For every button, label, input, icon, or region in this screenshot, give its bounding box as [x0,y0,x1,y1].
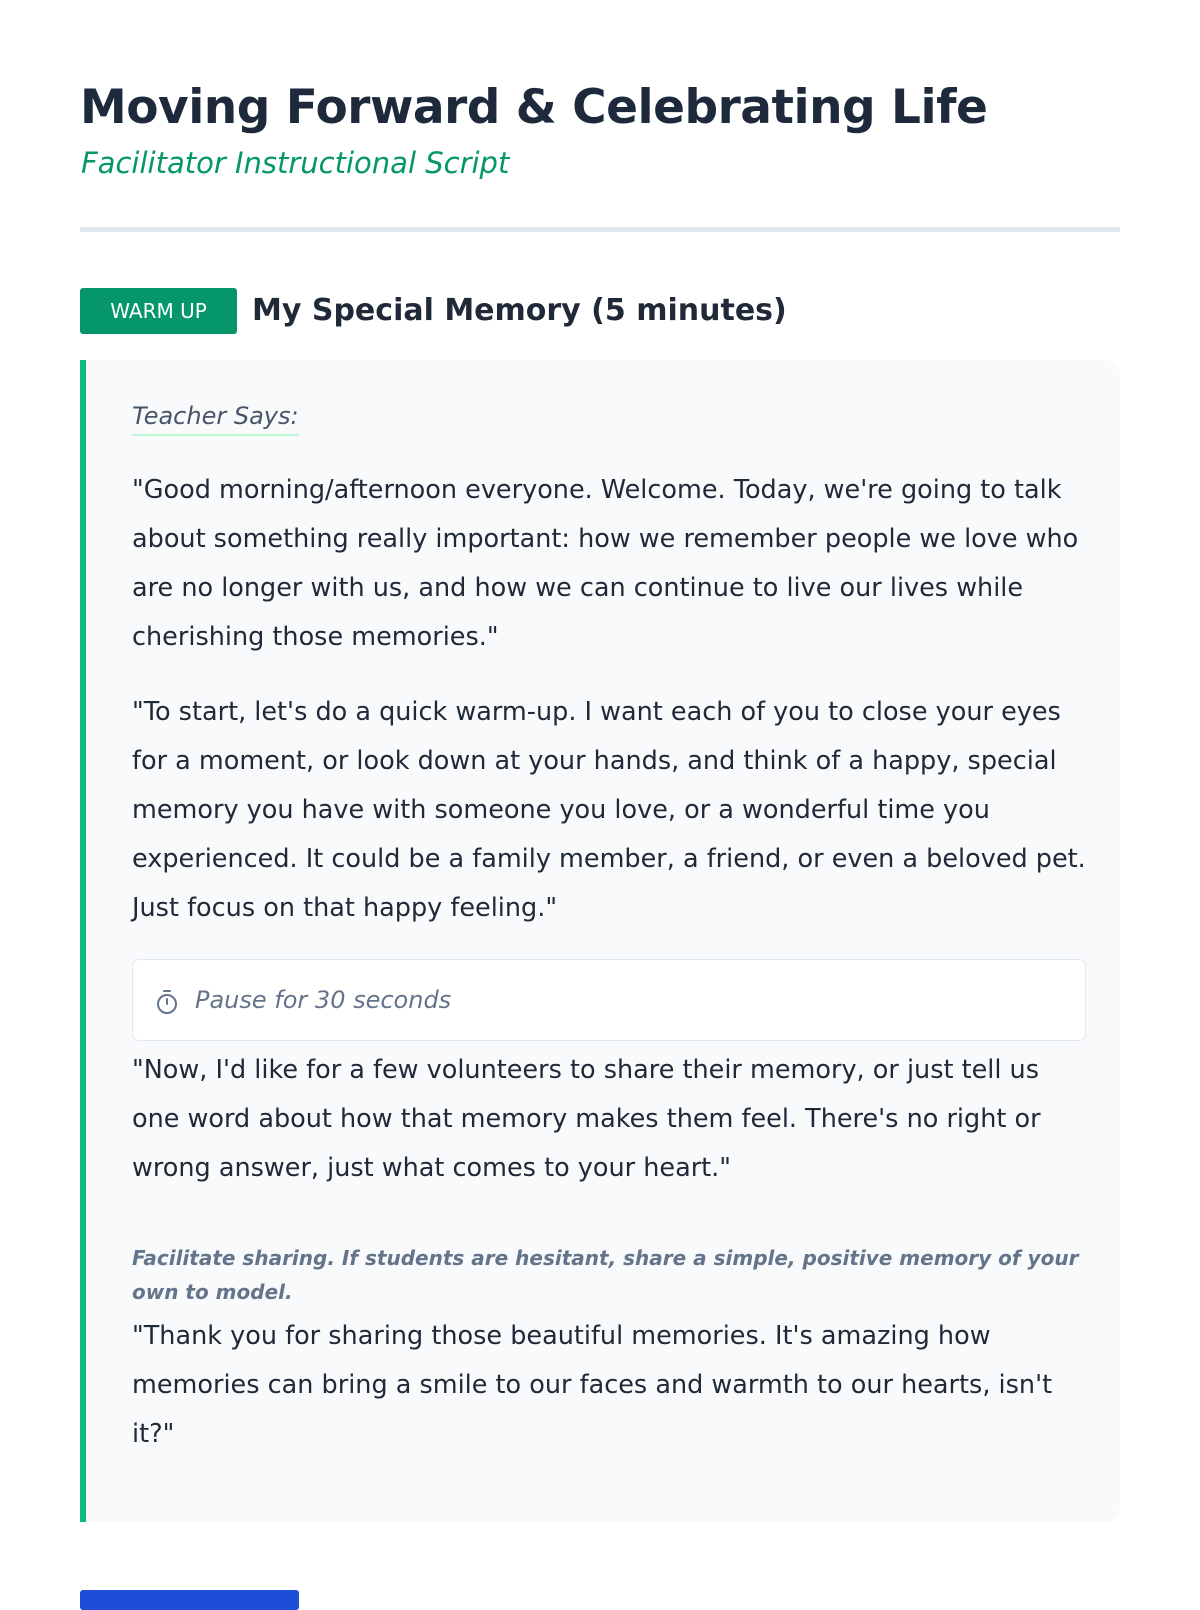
script-paragraph: "Now, I'd like for a few volunteers to share their memory, or just tell us one word about how that memory makes them feel. There's no right or wrong answer, just what comes to your heart." [132,1055,1041,1183]
pause-instruction [132,959,1086,1041]
script-paragraph: "Thank you for sharing those beautiful memories. It's amazing how memories can bring a smile to our faces and warmth to our hearts, isn't it?" [132,1321,1053,1449]
pause-text: Pause for 30 seconds [195,986,452,1014]
page-title: Moving Forward & Celebrating Life [80,80,988,135]
stopwatch-icon [155,988,179,1016]
script-card [80,360,1120,1522]
section-title: My Special Memory (5 minutes) [252,293,787,328]
teacher-says-label: Teacher Says: [132,400,299,436]
header-divider [80,227,1120,232]
page-subtitle: Facilitator Instructional Script [81,146,510,180]
script-paragraph: "To start, let's do a quick warm-up. I want each of you to close your eyes for a moment, or look down at your hands, and think of a happy, special memory you have with someone you love, or a wonderful time you experienced. It could be a family member, a friend, or even a beloved pet. Just focus on that happy feeling." [132,697,1086,923]
script-paragraph: "Good morning/afternoon everyone. Welcome. Today, we're going to talk about something really important: how we remember people we love who are no longer with us, and how we can continue to live our lives while cherishing those memories." [132,475,1079,652]
next-section-badge [80,1590,299,1610]
facilitator-note: Facilitate sharing. If students are hesitant, share a simple, positive memory of your own to model. [132,1246,1079,1304]
section-badge: WARM UP [80,288,237,334]
